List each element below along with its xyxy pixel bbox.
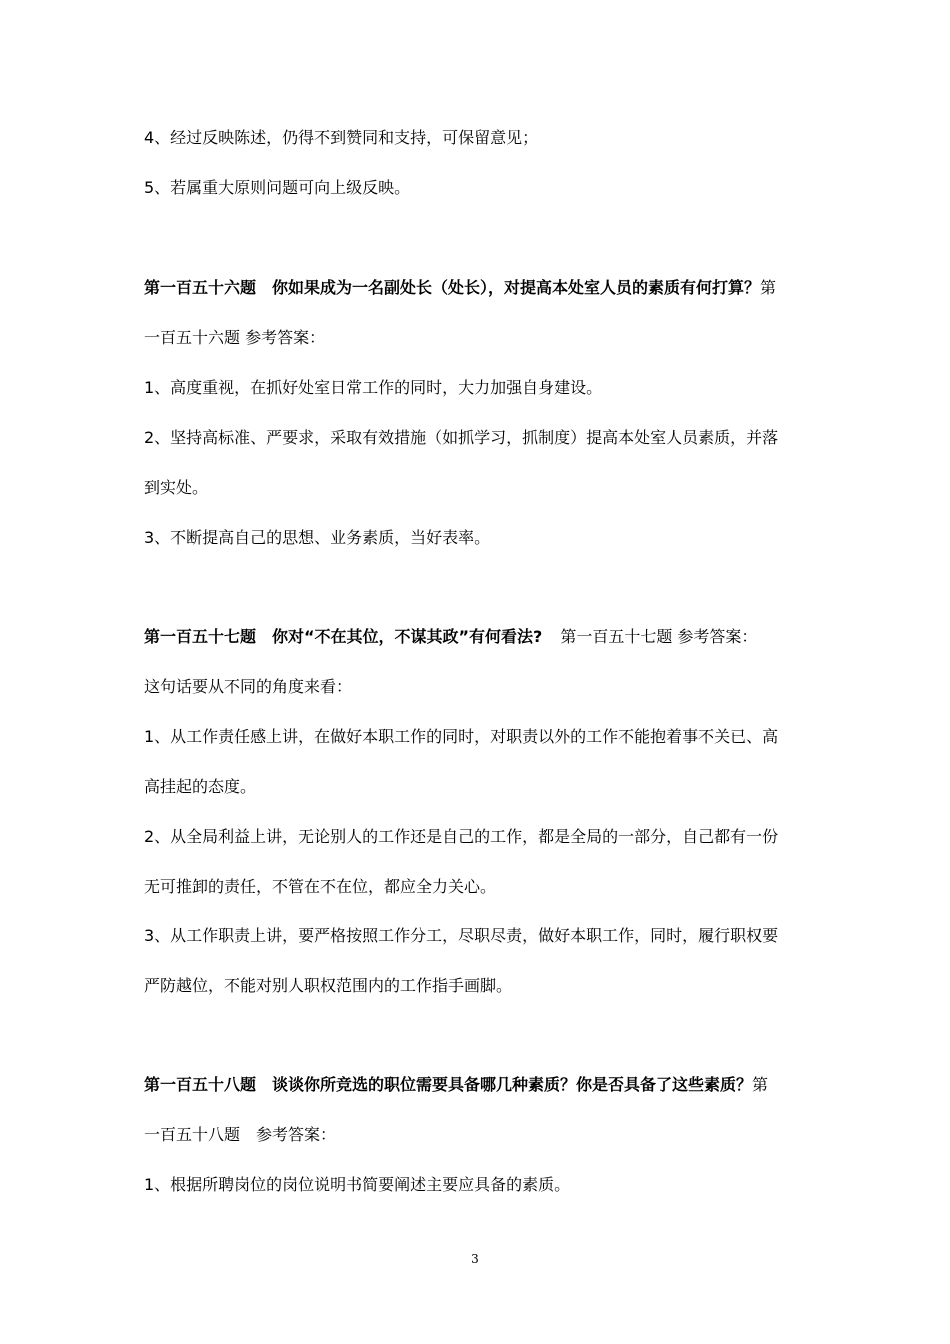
answer-item-2 (144, 826, 814, 848)
answer-item-1 (144, 377, 814, 399)
question-title: 第一百五十六题 你如果成为一名副处长（处长），对提高本处室人员的素质有何打算？ (144, 278, 761, 297)
paragraph-text: 1、从工作责任感上讲，在做好本职工作的同时，对职责以外的工作不能抱着事不关已、高 (144, 727, 779, 746)
answer-item-1-continued (144, 776, 814, 798)
paragraph-text: 严防越位，不能对别人职权范围内的工作指手画脚。 (144, 976, 513, 995)
paragraph-text: 4、经过反映陈述，仍得不到赞同和支持，可保留意见； (144, 128, 539, 147)
question-title: 第一百五十七题 你对“不在其位，不谋其政”有何看法? (144, 627, 543, 646)
answer-item-5 (144, 177, 814, 199)
paragraph-text: 3、不断提高自己的思想、业务素质，当好表率。 (144, 528, 491, 547)
answer-item-4 (144, 127, 814, 149)
question-156-answer-label (144, 327, 814, 349)
paragraph-text: 2、坚持高标准、严要求，采取有效措施（如抓学习，抓制度）提高本处室人员素质，并落 (144, 428, 779, 447)
paragraph-text: 无可推卸的责任，不管在不在位，都应全力关心。 (144, 877, 497, 896)
paragraph-text: 这句话要从不同的角度来看： (144, 677, 353, 696)
paragraph-text: 到实处。 (144, 478, 209, 497)
paragraph-text: 第 (752, 1075, 769, 1094)
paragraph-text: 第 (760, 278, 777, 297)
paragraph-text: 5、若属重大原则问题可向上级反映。 (144, 178, 411, 197)
answer-item-1 (144, 726, 814, 748)
paragraph-text: 1、高度重视，在抓好处室日常工作的同时，大力加强自身建设。 (144, 378, 603, 397)
page-number: 3 (471, 1252, 479, 1266)
paragraph-text: 高挂起的态度。 (144, 777, 257, 796)
question-158-heading (144, 1074, 814, 1096)
paragraph-text: 一百五十六题 参考答案： (144, 328, 326, 347)
answer-item-3 (144, 527, 814, 549)
paragraph-text: 一百五十八题 参考答案： (144, 1125, 337, 1144)
answer-item-1 (144, 1174, 814, 1196)
answer-item-2 (144, 427, 814, 449)
answer-item-3-continued (144, 975, 814, 997)
question-156-heading (144, 277, 814, 299)
question-158-answer-label (144, 1124, 814, 1146)
paragraph-text: 第一百五十七题 参考答案： (560, 627, 758, 646)
paragraph-text: 3、从工作职责上讲，要严格按照工作分工，尽职尽责，做好本职工作，同时，履行职权要 (144, 926, 779, 945)
answer-item-2-continued (144, 477, 814, 499)
question-157-heading (144, 626, 814, 648)
answer-item-2-continued (144, 876, 814, 898)
paragraph-text: 1、根据所聘岗位的岗位说明书简要阐述主要应具备的素质。 (144, 1175, 571, 1194)
answer-item-3 (144, 925, 814, 947)
question-title: 第一百五十八题 谈谈你所竞选的职位需要具备哪几种素质？你是否具备了这些素质？ (144, 1075, 753, 1094)
question-157-answer-intro (144, 676, 814, 698)
paragraph-text: 2、从全局利益上讲，无论别人的工作还是自己的工作，都是全局的一部分，自己都有一份 (144, 827, 779, 846)
